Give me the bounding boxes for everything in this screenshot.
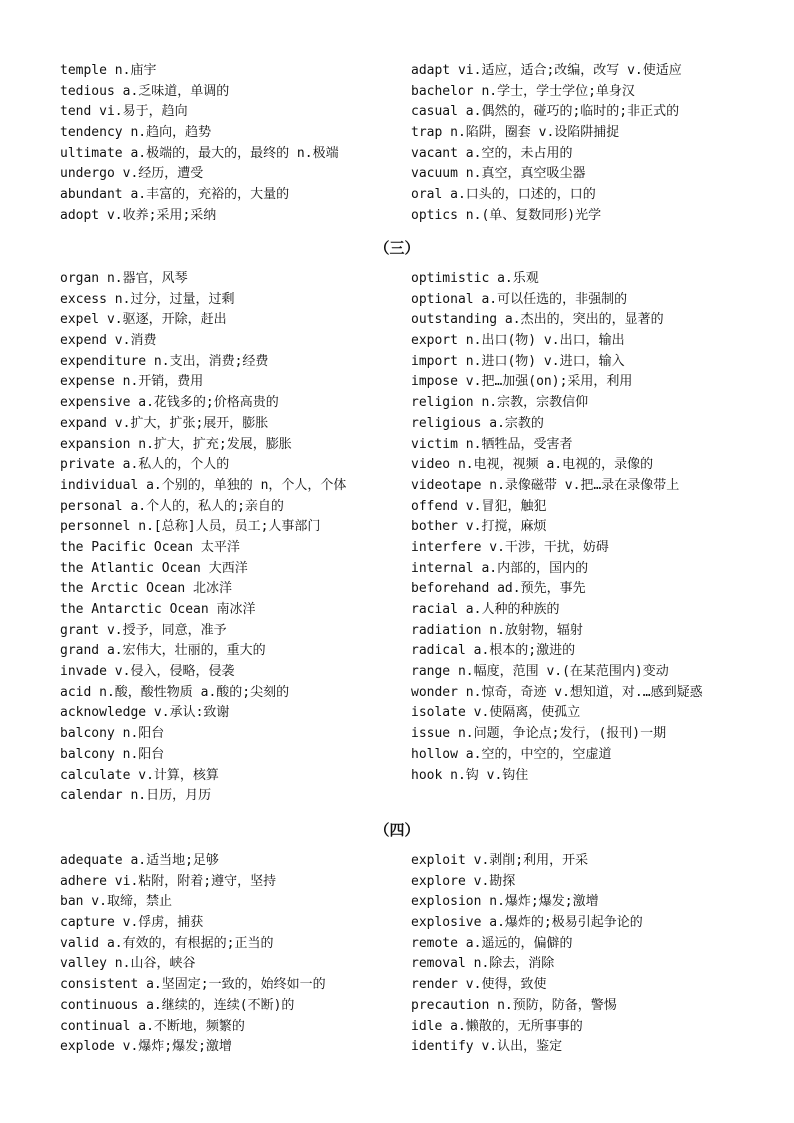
entry: tend vi.易于，趋向 [60, 104, 188, 120]
entry: explosive a.爆炸的;极易引起争论的 [411, 915, 643, 931]
entry: expense n.开销，费用 [60, 374, 204, 390]
entry: oral a.口头的，口述的，口的 [411, 187, 596, 203]
entry: grand a.宏伟大，壮丽的，重大的 [60, 643, 266, 659]
entry: expand v.扩大，扩张;展开，膨胀 [60, 415, 269, 431]
entry: valley n.山谷，峡谷 [60, 956, 196, 972]
entry: explosion n.爆炸;爆发;激增 [411, 894, 599, 910]
entry: impose v.把…加强(on);采用，利用 [411, 374, 633, 390]
entry: beforehand ad.预先，事先 [411, 581, 586, 597]
entry: balcony n.阳台 [60, 726, 165, 742]
entry: optics n.(单、复数同形)光学 [411, 207, 602, 223]
entry: vacuum n.真空，真空吸尘器 [411, 166, 586, 182]
section-1-right-column [411, 61, 746, 227]
entry: bother v.打搅，麻烦 [411, 519, 547, 535]
entry: radical a.根本的;激进的 [411, 643, 576, 659]
section-2-right-column [411, 269, 746, 786]
entry: capture v.俘虏，捕获 [60, 915, 204, 931]
entry: remote a.遥远的，偏僻的 [411, 935, 573, 951]
entry: adhere vi.粘附，附着;遵守，坚持 [60, 873, 277, 889]
entry: undergo v.经历，遭受 [60, 166, 204, 182]
section-3-right-column [411, 851, 746, 1058]
entry: personnel n.[总称]人员，员工;人事部门 [60, 519, 321, 535]
entry: wonder n.惊奇，奇迹 v.想知道，对.…感到疑惑 [411, 684, 703, 700]
section-2 [0, 269, 794, 814]
entry: continual a.不断地，频繁的 [60, 1018, 245, 1034]
entry: trap n.陷阱，圈套 v.设陷阱捕捉 [411, 125, 620, 141]
entry: import n.进口(物) v.进口，输入 [411, 353, 625, 369]
entry: tendency n.趋向，趋势 [60, 125, 212, 141]
entry: isolate v.使隔离，使孤立 [411, 705, 581, 721]
section-heading-3: （三） [374, 239, 420, 257]
entry: export n.出口(物) v.出口，输出 [411, 333, 625, 349]
entry: render v.使得，致使 [411, 977, 547, 993]
entry: optimistic a.乐观 [411, 271, 539, 286]
section-1 [0, 61, 794, 229]
entry: expenditure n.支出，消费;经费 [60, 353, 269, 369]
entry: temple n.庙宇 [60, 63, 157, 78]
section-heading-4: （四） [374, 821, 420, 839]
entry: hollow a.空的，中空的，空虚道 [411, 746, 612, 762]
entry: expansion n.扩大，扩充;发展，膨胀 [60, 436, 292, 452]
entry: explode v.爆炸;爆发;激增 [60, 1039, 232, 1055]
section-3 [0, 851, 794, 1061]
entry: acid n.酸，酸性物质 a.酸的;尖刻的 [60, 684, 290, 700]
entry: adequate a.适当地;足够 [60, 853, 219, 868]
entry: grant v.授予，同意，准予 [60, 622, 227, 638]
entry: calculate v.计算，核算 [60, 767, 219, 783]
section-1-left-column [60, 61, 390, 227]
entry: excess n.过分，过量，过剩 [60, 291, 235, 307]
entry: precaution n.预防，防备，警惕 [411, 997, 617, 1013]
entry: private a.私人的，个人的 [60, 457, 230, 473]
entry: interfere v.干涉，干扰，妨碍 [411, 539, 609, 555]
entry: exploit v.剥削;利用，开采 [411, 853, 589, 868]
entry: issue n.问题，争论点;发行，(报刊)一期 [411, 726, 667, 742]
entry: adopt v.收养;采用;采纳 [60, 207, 217, 223]
entry: range n.幅度，范围 v.(在某范围内)变动 [411, 664, 669, 680]
entry: offend v.冒犯，触犯 [411, 498, 547, 514]
entry: ban v.取缔，禁止 [60, 894, 172, 910]
entry: vacant a.空的，未占用的 [411, 145, 573, 161]
entry: videotape n.录像磁带 v.把…录在录像带上 [411, 477, 680, 493]
entry: victim n.牺牲品，受害者 [411, 436, 573, 452]
entry: the Arctic Ocean 北冰洋 [60, 581, 233, 597]
section-2-left-column [60, 269, 390, 807]
entry: internal a.内部的，国内的 [411, 560, 589, 576]
entry: the Atlantic Ocean 大西洋 [60, 560, 248, 576]
entry: valid a.有效的，有根据的;正当的 [60, 935, 274, 951]
entry: hook n.钩 v.钩住 [411, 767, 529, 783]
entry: idle a.懒散的，无所事事的 [411, 1018, 583, 1034]
entry: personal a.个人的，私人的;亲自的 [60, 498, 284, 514]
entry: the Pacific Ocean 太平洋 [60, 539, 240, 555]
entry: outstanding a.杰出的，突出的，显著的 [411, 312, 664, 328]
section-3-left-column [60, 851, 390, 1058]
entry: religion n.宗教，宗教信仰 [411, 395, 589, 411]
entry: organ n.器官，风琴 [60, 271, 188, 286]
entry: invade v.侵入，侵略，侵袭 [60, 664, 235, 680]
entry: casual a.偶然的，碰巧的;临时的;非正式的 [411, 104, 680, 120]
entry: adapt vi.适应，适合;改编，改写 v.使适应 [411, 63, 682, 78]
entry: racial a.人种的种族的 [411, 602, 560, 617]
entry: continuous a.继续的，连续(不断)的 [60, 997, 295, 1013]
entry: removal n.除去，消除 [411, 956, 555, 972]
entry: video n.电视，视频 a.电视的，录像的 [411, 457, 654, 473]
entry: radiation n.放射物，辐射 [411, 622, 583, 638]
entry: identify v.认出，鉴定 [411, 1039, 563, 1055]
entry: expensive a.花钱多的;价格高贵的 [60, 395, 279, 411]
entry: expel v.驱逐，开除，赶出 [60, 312, 227, 328]
entry: consistent a.坚固定;一致的，始终如一的 [60, 977, 326, 993]
entry: calendar n.日历，月历 [60, 788, 212, 804]
entry: ultimate a.极端的，最大的，最终的 n.极端 [60, 145, 339, 161]
entry: expend v.消费 [60, 333, 157, 349]
entry: balcony n.阳台 [60, 746, 165, 762]
entry: tedious a.乏味道，单调的 [60, 83, 230, 99]
entry: individual a.个别的，单独的 n，个人，个体 [60, 477, 347, 493]
entry: acknowledge v.承认:致谢 [60, 705, 230, 721]
entry: bachelor n.学士，学士学位;单身汉 [411, 83, 635, 99]
entry: abundant a.丰富的，充裕的，大量的 [60, 187, 290, 203]
entry: optional a.可以任选的，非强制的 [411, 291, 628, 307]
entry: the Antarctic Ocean 南冰洋 [60, 602, 256, 617]
entry: religious a.宗教的 [411, 415, 544, 431]
entry: explore v.勘探 [411, 873, 516, 889]
